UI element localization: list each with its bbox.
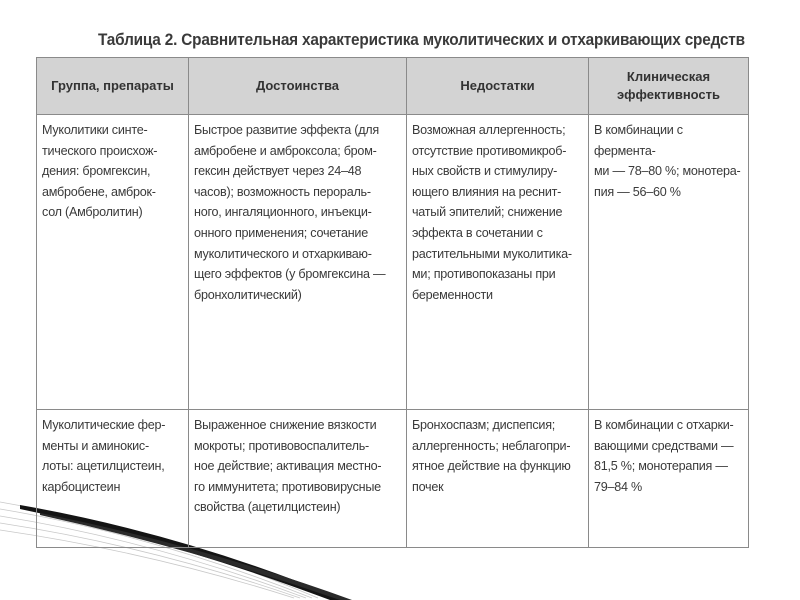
- table-header-row: [37, 58, 749, 115]
- cell-line: В комбинации с фермента-: [594, 123, 683, 158]
- header-group: Группа, препараты: [37, 58, 189, 115]
- cell-line: эффекта в сочетании с: [412, 225, 543, 240]
- cell-line: Быстрое развитие эффекта (для: [194, 123, 379, 137]
- cell-line: часов); возможность перораль-: [194, 184, 371, 199]
- cell-line: аллергенность; неблагопри-: [412, 438, 571, 453]
- cell-line: ми; противопоказаны при: [412, 267, 556, 282]
- cell-line: растительными муколитика-: [412, 246, 572, 261]
- cell-line: вающими средствами —: [594, 438, 734, 453]
- cell-line: ных свойств и стимулиру-: [412, 164, 558, 179]
- cell-line: амбробене и амброксола; бром-: [194, 143, 377, 158]
- cell-line: ное действие; активация местно-: [194, 459, 382, 474]
- header-advantages: Достоинства: [189, 58, 407, 115]
- table-row: [37, 115, 749, 410]
- cell-line: мокроты; противовоспалитель-: [194, 438, 369, 453]
- cell-line: пия — 56–60 %: [594, 184, 681, 199]
- cell-line: беременности: [412, 287, 493, 302]
- cell-group: [37, 410, 189, 548]
- cell-efficacy: [589, 410, 749, 548]
- cell-line: гексин действует через 24–48: [194, 164, 362, 179]
- cell-line: почек: [412, 479, 444, 494]
- cell-line: ятное действие на функцию: [412, 459, 571, 474]
- cell-efficacy: [589, 115, 749, 410]
- cell-line: чатый эпителий; снижение: [412, 205, 563, 220]
- cell-line: Бронхоспазм; диспепсия;: [412, 418, 556, 432]
- cell-line: карбоцистеин: [42, 479, 121, 494]
- cell-line: дения: бромгексин,: [42, 164, 151, 179]
- cell-line: Муколитические фер-: [42, 418, 166, 432]
- cell-line: щего эффектов (у бромгексина —: [194, 267, 386, 282]
- header-disadvantages: Недостатки: [407, 58, 589, 115]
- cell-line: амбробене, амброк-: [42, 184, 156, 199]
- cell-line: Возможная аллергенность;: [412, 123, 566, 137]
- cell-line: ми — 78–80 %; монотера-: [594, 164, 741, 179]
- cell-advantages: [189, 410, 407, 548]
- cell-line: ного, ингаляционного, инъекци-: [194, 205, 372, 220]
- cell-line: сол (Амбролитин): [42, 205, 143, 220]
- cell-line: отсутствие противомикроб-: [412, 143, 567, 158]
- cell-line: бронхолитический): [194, 287, 302, 302]
- cell-line: го иммунитета; противовирусные: [194, 479, 381, 494]
- cell-line: Выраженное снижение вязкости: [194, 418, 377, 432]
- cell-line: лоты: ацетилцистеин,: [42, 459, 165, 474]
- cell-disadvantages: [407, 410, 589, 548]
- cell-line: В комбинации с отхарки-: [594, 418, 734, 432]
- comparison-table: [36, 57, 749, 548]
- cell-line: 81,5 %; монотерапия —: [594, 459, 728, 474]
- header-efficacy: Клиническая эффективность: [589, 58, 749, 115]
- cell-line: менты и аминокис-: [42, 438, 149, 453]
- cell-line: Муколитики синте-: [42, 123, 148, 137]
- cell-advantages: [189, 115, 407, 410]
- cell-line: тического происхож-: [42, 143, 158, 158]
- cell-line: ющего влияния на реснит-: [412, 184, 562, 199]
- cell-group: [37, 115, 189, 410]
- cell-line: муколитического и отхаркиваю-: [194, 246, 372, 261]
- cell-line: 79–84 %: [594, 479, 642, 494]
- table-row: [37, 410, 749, 548]
- cell-line: свойства (ацетилцистеин): [194, 500, 341, 515]
- cell-disadvantages: [407, 115, 589, 410]
- cell-line: онного применения; сочетание: [194, 225, 368, 240]
- table-title: Таблица 2. Сравнительная характеристика муколитических и отхаркивающих средств: [98, 31, 745, 49]
